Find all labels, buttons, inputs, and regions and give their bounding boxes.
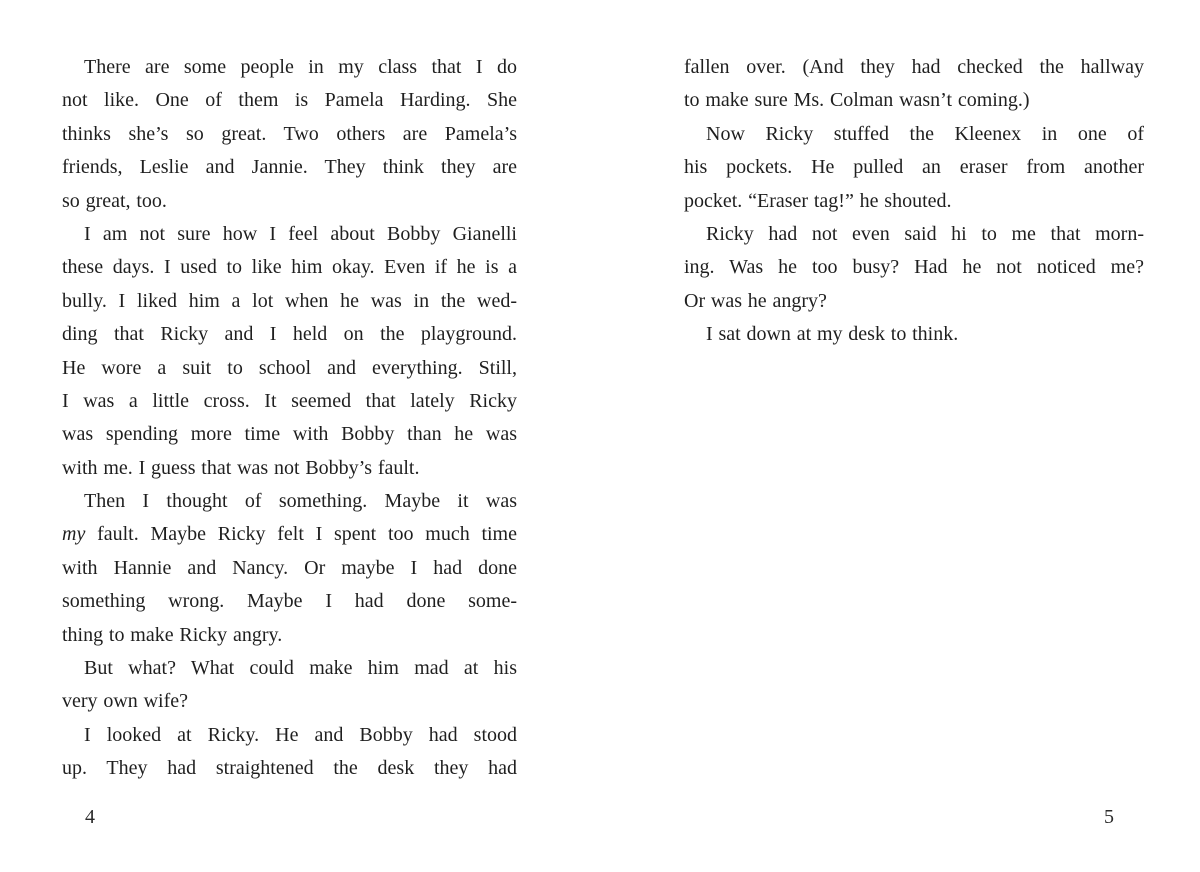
text-segment: I sat down at my desk to think. xyxy=(706,323,959,346)
text-line xyxy=(62,418,517,451)
text-line xyxy=(62,652,517,685)
text-line xyxy=(62,685,517,718)
text-line xyxy=(684,84,1144,117)
text-segment: friends, Leslie and Jannie. They think they are xyxy=(62,156,517,179)
text-line xyxy=(684,151,1144,184)
text-segment: ing. Was he too busy? Had he not noticed me? xyxy=(684,256,1144,279)
text-segment: fallen over. (And they had checked the hallway xyxy=(684,56,1144,78)
italic-text: my xyxy=(62,523,86,546)
text-line xyxy=(684,218,1144,251)
text-segment: fault. Maybe Ricky felt I spent too much time xyxy=(85,523,517,546)
text-segment: his pockets. He pulled an eraser from another xyxy=(684,156,1144,179)
text-line xyxy=(62,285,517,318)
text-line xyxy=(684,251,1144,284)
page-number-left: 4 xyxy=(85,806,95,828)
text-segment: very own wife? xyxy=(62,690,188,713)
text-line xyxy=(62,452,517,485)
text-segment: bully. I liked him a lot when he was in the wed- xyxy=(62,289,517,312)
text-segment: was spending more time with Bobby than he was xyxy=(62,423,517,446)
text-segment: Then I thought of something. Maybe it was xyxy=(84,490,517,513)
text-segment: But what? What could make him mad at his xyxy=(84,657,517,680)
text-line xyxy=(62,84,517,117)
text-line xyxy=(62,318,517,351)
text-segment: He wore a suit to school and everything. Still, xyxy=(62,356,517,379)
text-line xyxy=(684,318,1144,351)
text-segment: so great, too. xyxy=(62,189,167,212)
text-line xyxy=(62,352,517,385)
text-segment: up. They had straightened the desk they had xyxy=(62,757,517,780)
text-line xyxy=(62,585,517,618)
text-segment: thing to make Ricky angry. xyxy=(62,623,283,646)
text-line xyxy=(62,218,517,251)
text-line xyxy=(684,51,1144,84)
text-segment: Or was he angry? xyxy=(684,289,827,312)
page-right-text-block xyxy=(684,51,1144,352)
text-segment: with Hannie and Nancy. Or maybe I had done xyxy=(62,556,517,579)
text-segment: thinks she’s so great. Two others are Pamela’s xyxy=(62,122,517,145)
text-segment: with me. I guess that was not Bobby’s fault. xyxy=(62,456,420,479)
text-line xyxy=(62,719,517,752)
text-line xyxy=(62,752,517,785)
text-segment: Now Ricky stuffed the Kleenex in one of xyxy=(706,122,1144,145)
text-segment: not like. One of them is Pamela Harding. She xyxy=(62,89,517,112)
text-line xyxy=(62,51,517,84)
text-line xyxy=(62,185,517,218)
text-segment: I looked at Ricky. He and Bobby had stood xyxy=(84,723,517,746)
text-segment: something wrong. Maybe I had done some- xyxy=(62,590,517,613)
text-segment: these days. I used to like him okay. Even if he is a xyxy=(62,256,517,279)
text-segment: Ricky had not even said hi to me that morn- xyxy=(706,222,1144,245)
text-line xyxy=(684,118,1144,151)
text-segment: I am not sure how I feel about Bobby Gianelli xyxy=(84,222,517,245)
text-line xyxy=(684,185,1144,218)
text-line xyxy=(62,485,517,518)
text-segment: ding that Ricky and I held on the playground. xyxy=(62,323,517,346)
text-line xyxy=(62,385,517,418)
text-line xyxy=(62,552,517,585)
text-line xyxy=(62,151,517,184)
text-line xyxy=(62,118,517,151)
text-line xyxy=(62,619,517,652)
text-segment: pocket. “Eraser tag!” he shouted. xyxy=(684,189,952,212)
text-line xyxy=(62,251,517,284)
text-line xyxy=(684,285,1144,318)
page-number-right: 5 xyxy=(1104,806,1114,828)
page-left-text-block xyxy=(62,51,517,786)
text-segment: I was a little cross. It seemed that lately Ricky xyxy=(62,389,517,412)
text-segment: to make sure Ms. Colman wasn’t coming.) xyxy=(684,89,1030,112)
text-line xyxy=(62,518,517,551)
text-segment: There are some people in my class that I do xyxy=(84,56,517,78)
